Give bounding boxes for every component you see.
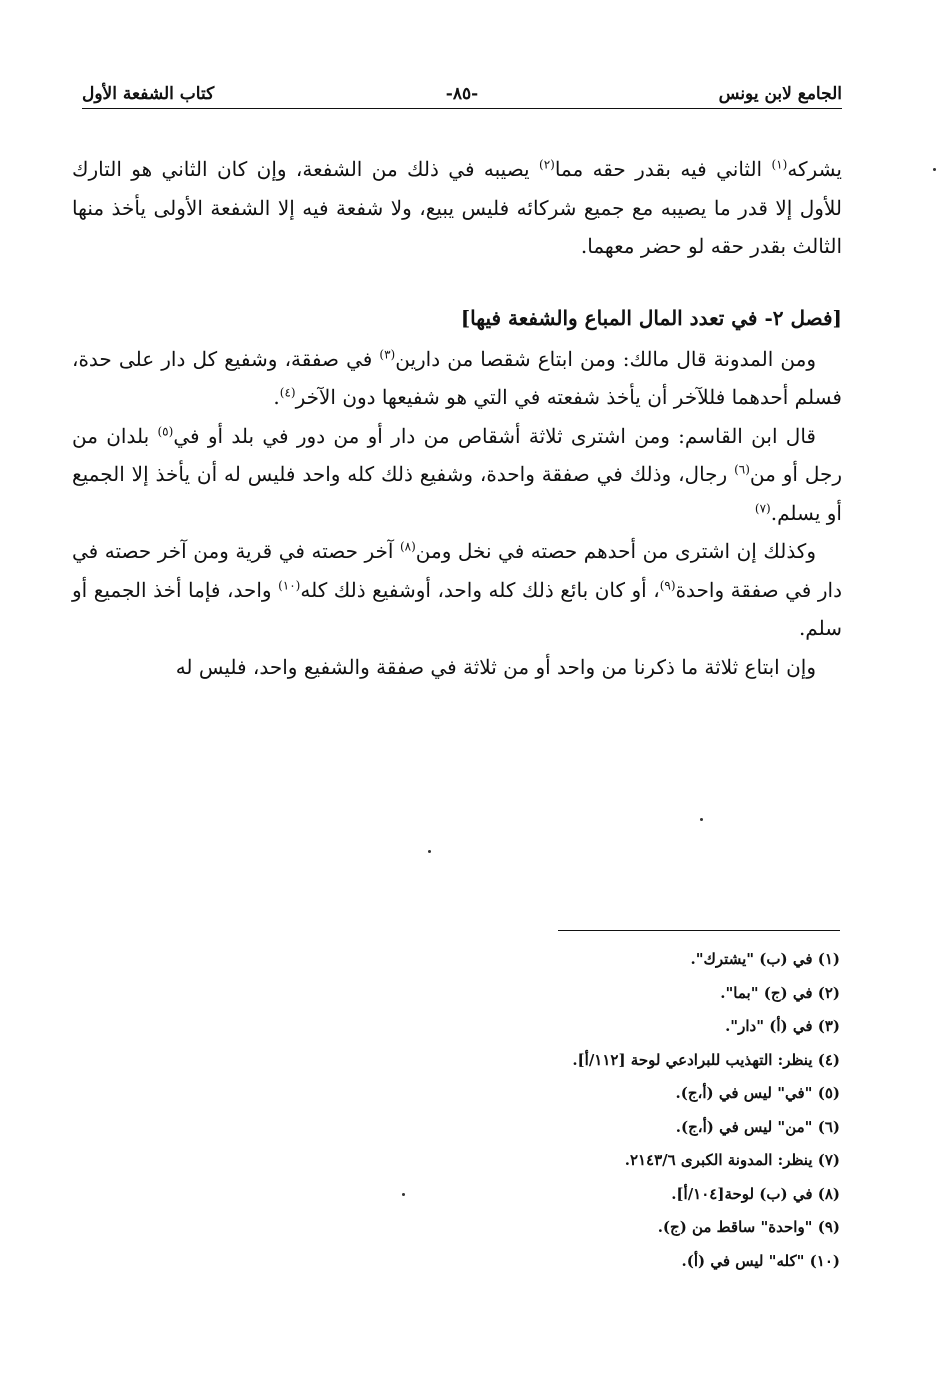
text-run: ومن المدونة قال مالك: ومن ابتاع شقصا من دارين	[395, 346, 816, 371]
text-run: بلدان من رجل أو من	[72, 423, 842, 486]
footnotes-list	[320, 943, 840, 1278]
footnote: (٤) ينظر: التهذيب للبرادعي لوحة [١١٢/أ].	[572, 1050, 840, 1069]
footnote-ref: (٥)	[157, 423, 174, 438]
text-run: يصيبه في ذلك من الشفعة، وإن كان الثاني هو التارك للأول إلا قدر ما يصيبه مع جميع شركائه فليس يبيع، ولا شفعة فيه إلا الشفعة الأولى يأخذ منها الثالث بقدر حقه لو حضر معهما.	[72, 157, 842, 258]
scan-speck	[428, 850, 431, 853]
footnote-ref: (١٠)	[278, 577, 301, 592]
footnote: (٥) "في" ليس في (أ،ج).	[675, 1084, 840, 1102]
scan-speck	[402, 1193, 405, 1196]
footnote-ref: (٨)	[399, 539, 416, 554]
text-run: واحد، فإما أخذ الجميع أو سلم.	[72, 577, 842, 640]
paragraph-1	[72, 150, 842, 266]
section-heading: [فصل ٢- في تعدد المال المباع والشفعة فيها]	[460, 305, 842, 330]
paragraph-5: وإن ابتاع ثلاثة ما ذكرنا من واحد أو من ثلاثة في صفقة والشفيع واحد، فليس له	[175, 654, 816, 679]
main-text	[72, 150, 842, 686]
footnote: (٩) "واحدة" ساقط من (ج).	[657, 1218, 840, 1236]
footnote: (١) في (ب) "يشترك".	[690, 950, 840, 968]
footnote-ref: (٩)	[659, 577, 676, 592]
footnote: (٦) "من" ليس في (أ،ج).	[675, 1117, 840, 1136]
header-book-title: الجامع لابن يونس	[718, 84, 842, 104]
text-run: ، أو كان بائع ذلك كله واحد، أوشفيع ذلك كله	[300, 577, 660, 602]
footnote-ref: (٣)	[379, 346, 396, 361]
footnote: (٢) في (ج) "بما".	[720, 983, 840, 1002]
text-run: آخر حصته في قرية ومن آخر حصته في دار في صفقة واحدة	[72, 539, 843, 602]
text-run: قال ابن القاسم: ومن اشترى ثلاثة أشقاص من دار أو من دور في بلد أو في	[173, 423, 816, 448]
page-number: -٨٥-	[445, 84, 479, 104]
text-run: .	[273, 385, 280, 409]
text-run: في صفقة، وشفيع كل دار على حدة، فسلم أحدهما فللآخر أن يأخذ شفعته في التي هو شفيعها دون الآخر	[72, 346, 842, 409]
header-chapter-title: كتاب الشفعة الأول	[82, 84, 215, 104]
scan-speck	[933, 168, 936, 171]
footnote: (١٠) "كله" ليس في (أ).	[681, 1251, 840, 1270]
paragraph-4	[72, 532, 842, 648]
footnote-ref: (٤)	[279, 385, 296, 400]
running-header	[82, 82, 842, 109]
footnote-separator	[558, 930, 840, 931]
text-run: رجال، وذلك في صفقة واحدة، وشفيع ذلك كله واحد فليس له أن يأخذ إلا الجميع أو يسلم.	[72, 462, 842, 525]
footnote-ref: (١)	[771, 157, 788, 172]
footnote: (٨) في (ب) لوحة[١٠٤/أ].	[671, 1184, 840, 1203]
footnote: (٧) ينظر: المدونة الكبرى ٢١٤٣/٦.	[624, 1151, 840, 1169]
text-run: وكذلك إن اشترى من أحدهم حصته في نخل ومن	[415, 539, 816, 563]
footnote: (٣) في (أ) "دار".	[725, 1017, 840, 1035]
footnote-ref: (٢)	[539, 157, 555, 172]
text-run: يشركه	[787, 157, 842, 181]
paragraph-2	[72, 340, 842, 417]
footnote-ref: (٧)	[754, 500, 771, 515]
paragraph-3	[72, 417, 842, 533]
footnote-ref: (٦)	[734, 462, 750, 477]
text-run: الثاني فيه بقدر حقه مما	[554, 157, 772, 181]
scan-speck	[700, 818, 703, 821]
